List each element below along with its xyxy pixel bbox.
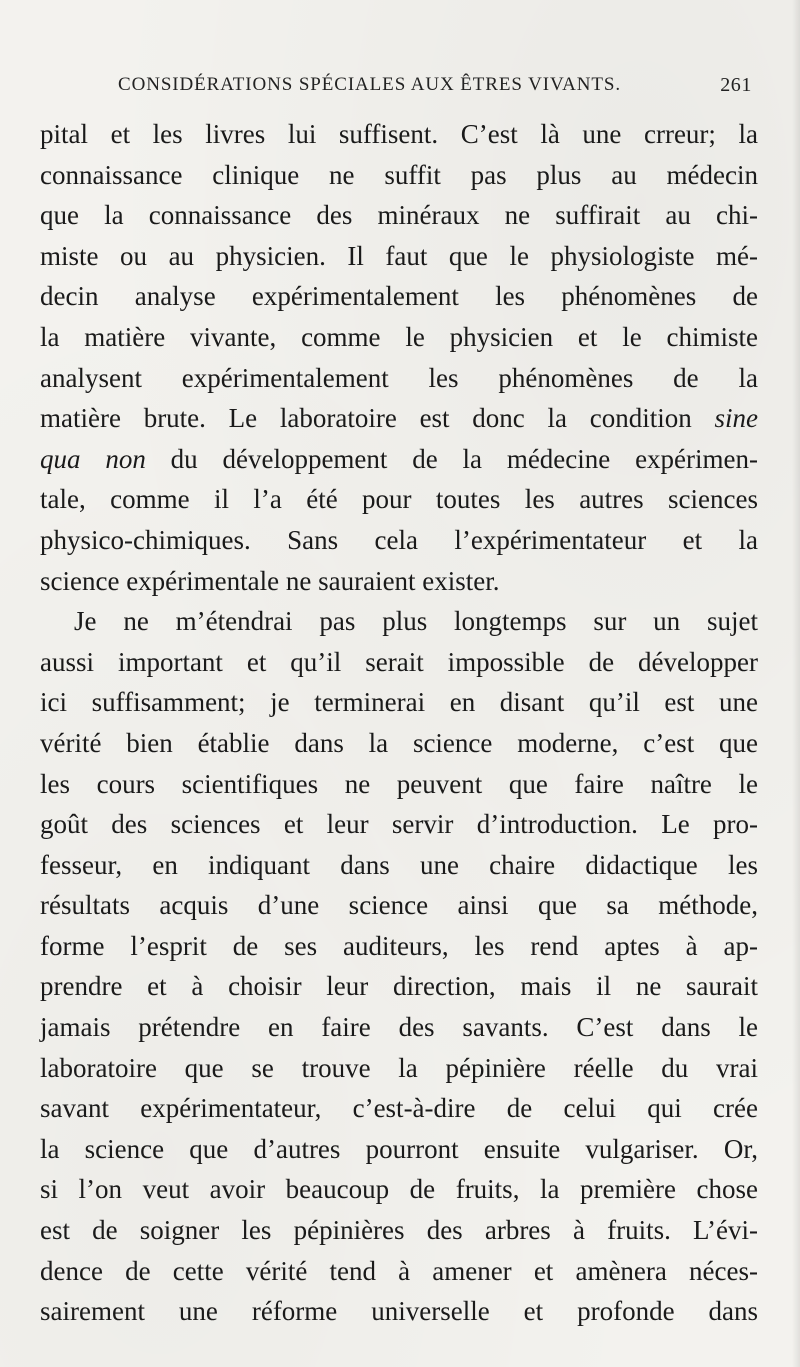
text-line: si l’on veut avoir beaucoup de fruits, la première chose: [40, 1174, 758, 1205]
text-line: physico-chimiques. Sans cela l’expérimentateur et la: [40, 524, 758, 555]
text-line-with-italic: [40, 398, 758, 439]
text-line: aussi important et qu’il serait impossible de développer: [40, 646, 758, 677]
text-line: les cours scientifiques ne peuvent que faire naître le: [40, 768, 758, 799]
text-line: miste ou au physicien. Il faut que le physiologiste mé-: [40, 240, 758, 271]
text-segment: matière brute. Le laboratoire est donc la condition: [40, 403, 715, 434]
text-line: tale, comme il l’a été pour toutes les autres sciences: [40, 484, 758, 515]
text-line: est de soigner les pépinières des arbres à fruits. L’évi-: [40, 1215, 758, 1246]
text-line: forme l’esprit de ses auditeurs, les rend aptes à ap-: [40, 930, 758, 961]
text-line: prendre et à choisir leur direction, mais il ne saurait: [40, 971, 758, 1002]
text-line: jamais prétendre en faire des savants. C’est dans le: [40, 1012, 758, 1043]
italic-sine: sine: [714, 403, 758, 434]
page-header: [118, 74, 758, 104]
text-segment: du développement de la médecine expérimen-: [170, 443, 759, 474]
text-line: science expérimentale ne sauraient exister.: [40, 565, 500, 596]
text-line: la science que d’autres pourront ensuite vulgariser. Or,: [40, 1133, 758, 1164]
text-line-with-italic: [40, 439, 758, 480]
text-line: dence de cette vérité tend à amener et amènera néces-: [40, 1255, 758, 1286]
text-line: sairement une réforme universelle et profonde dans: [40, 1296, 758, 1327]
page-number: 261: [720, 74, 752, 96]
text-line: connaissance clinique ne suffit pas plus au médecin: [40, 159, 758, 190]
text-line: laboratoire que se trouve la pépinière réelle du vrai: [40, 1052, 758, 1083]
page-edge-shadow: [792, 0, 800, 1367]
text-line: que la connaissance des minéraux ne suffirait au chi-: [40, 200, 758, 231]
italic-qua-non: qua non: [40, 443, 146, 474]
text-line: fesseur, en indiquant dans une chaire didactique les: [40, 849, 758, 880]
text-line: pital et les livres lui suffisent. C’est là une crreur; la: [40, 119, 758, 149]
text-line: résultats acquis d’une science ainsi que sa méthode,: [40, 890, 758, 921]
text-line: ici suffisamment; je terminerai en disant qu’il est une: [40, 687, 758, 718]
text-line: decin analyse expérimentalement les phénomènes de: [40, 281, 758, 312]
text-line: analysent expérimentalement les phénomènes de la: [40, 362, 758, 393]
text-line: Je ne m’étendrai pas plus longtemps sur un sujet: [74, 606, 758, 637]
running-title: CONSIDÉRATIONS SPÉCIALES AUX ÊTRES VIVANTS.: [118, 74, 622, 95]
text-line: vérité bien établie dans la science moderne, c’est que: [40, 727, 758, 758]
text-line: la matière vivante, comme le physicien et le chimiste: [40, 321, 758, 352]
body-text: [40, 114, 758, 1332]
text-line: goût des sciences et leur servir d’introduction. Le pro-: [40, 809, 758, 840]
text-line: savant expérimentateur, c’est-à-dire de celui qui crée: [40, 1093, 758, 1124]
